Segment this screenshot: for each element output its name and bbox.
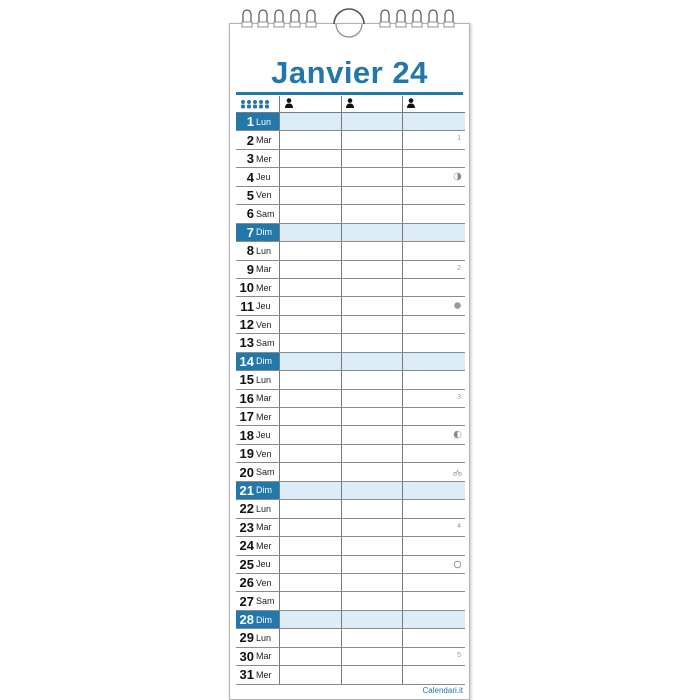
day-number: 17 [239, 409, 254, 425]
wall-calendar-page [229, 23, 470, 700]
note-cell[interactable] [342, 131, 403, 148]
day-row [236, 279, 465, 297]
day-name: Mer [256, 669, 272, 680]
day-number: 4 [246, 169, 254, 185]
note-cell[interactable] [280, 445, 341, 462]
day-number: 27 [239, 593, 254, 609]
note-cell[interactable] [403, 205, 465, 222]
week-number: 3 [457, 393, 461, 401]
day-name: Lun [256, 632, 272, 643]
day-row [236, 463, 465, 481]
note-cell[interactable] [280, 463, 341, 480]
note-cell[interactable] [403, 371, 465, 388]
note-cell[interactable] [342, 205, 403, 222]
note-cell[interactable] [342, 629, 403, 646]
note-cell[interactable] [342, 261, 403, 278]
day-row [236, 113, 465, 131]
note-cell[interactable] [342, 426, 403, 443]
day-name: Ven [256, 448, 272, 459]
note-cell[interactable] [403, 150, 465, 167]
note-cell[interactable] [403, 334, 465, 351]
note-cell[interactable] [280, 537, 341, 554]
note-cell[interactable] [342, 463, 403, 480]
note-cell[interactable] [280, 297, 341, 314]
note-cell[interactable] [403, 113, 465, 130]
day-name: Lun [256, 245, 272, 256]
day-number: 22 [239, 501, 254, 517]
note-cell[interactable] [280, 390, 341, 407]
note-cell[interactable] [280, 556, 341, 573]
day-label [236, 445, 279, 462]
note-cell[interactable] [403, 500, 465, 517]
person-icon [346, 98, 354, 108]
day-number: 31 [239, 667, 254, 683]
note-cell[interactable] [403, 537, 465, 554]
day-label [236, 279, 279, 296]
note-cell[interactable] [280, 150, 341, 167]
day-label [236, 629, 279, 646]
note-cell[interactable] [280, 131, 341, 148]
note-cell[interactable] [403, 187, 465, 204]
day-label [236, 390, 279, 407]
day-number: 12 [239, 317, 254, 333]
person-icon [285, 98, 293, 108]
note-cell[interactable] [280, 224, 341, 241]
day-row [236, 187, 465, 205]
day-number: 26 [239, 575, 254, 591]
note-cell[interactable] [342, 611, 403, 628]
day-label [236, 592, 279, 609]
day-row [236, 297, 465, 315]
day-label [236, 316, 279, 333]
day-row [236, 574, 465, 592]
note-cell[interactable] [342, 519, 403, 536]
note-cell[interactable] [403, 390, 465, 407]
note-cell[interactable] [342, 408, 403, 425]
day-number: 11 [240, 298, 254, 314]
day-row [236, 408, 465, 426]
day-label [236, 297, 279, 314]
note-cell[interactable] [403, 574, 465, 591]
day-number: 5 [246, 187, 254, 203]
note-cell[interactable] [280, 187, 341, 204]
first-quarter-icon [453, 172, 462, 181]
note-cell[interactable] [280, 611, 341, 628]
day-number: 30 [239, 648, 254, 664]
day-number: 6 [246, 206, 254, 222]
day-row [236, 205, 465, 223]
day-label [236, 500, 279, 517]
day-label [236, 537, 279, 554]
day-number: 16 [239, 390, 254, 406]
note-cell[interactable] [280, 482, 341, 499]
day-row [236, 629, 465, 647]
note-cell[interactable] [342, 150, 403, 167]
day-row [236, 353, 465, 371]
note-cell[interactable] [280, 574, 341, 591]
day-row [236, 224, 465, 242]
column-header-row [236, 96, 465, 113]
note-cell[interactable] [342, 482, 403, 499]
day-label [236, 371, 279, 388]
day-number: 8 [246, 243, 254, 259]
day-name: Dim [256, 356, 272, 367]
day-name: Mar [256, 264, 272, 275]
note-cell[interactable] [342, 648, 403, 665]
note-cell[interactable] [280, 168, 341, 185]
day-row [236, 537, 465, 555]
day-name: Ven [256, 190, 272, 201]
last-quarter-icon [453, 430, 462, 439]
day-label [236, 611, 279, 628]
note-cell[interactable] [342, 445, 403, 462]
note-cell[interactable] [342, 353, 403, 370]
column-divider [402, 96, 403, 112]
day-row [236, 482, 465, 500]
day-row [236, 390, 465, 408]
day-number: 23 [239, 519, 254, 535]
note-cell[interactable] [403, 519, 465, 536]
day-label [236, 261, 279, 278]
new-moon-icon [453, 301, 462, 310]
day-name: Sam [256, 596, 275, 607]
person-icon [407, 98, 415, 108]
note-cell[interactable] [342, 334, 403, 351]
note-cell[interactable] [280, 500, 341, 517]
day-label [236, 408, 279, 425]
day-row [236, 316, 465, 334]
day-name: Dim [256, 614, 272, 625]
day-name: Sam [256, 467, 275, 478]
day-row [236, 150, 465, 168]
note-cell[interactable] [280, 592, 341, 609]
note-cell[interactable] [403, 482, 465, 499]
day-label [236, 205, 279, 222]
day-number: 7 [246, 224, 254, 240]
week-number: 5 [457, 651, 461, 659]
note-cell[interactable] [403, 279, 465, 296]
note-cell[interactable] [342, 279, 403, 296]
note-cell[interactable] [280, 113, 341, 130]
note-cell[interactable] [342, 592, 403, 609]
family-icon [240, 99, 274, 109]
day-name: Jeu [256, 430, 271, 441]
day-number: 10 [239, 280, 254, 296]
day-rows [236, 113, 465, 685]
day-name: Dim [256, 485, 272, 496]
note-cell[interactable] [280, 242, 341, 259]
day-number: 29 [239, 630, 254, 646]
week-number: 1 [457, 135, 461, 143]
day-row [236, 242, 465, 260]
day-row [236, 334, 465, 352]
note-cell[interactable] [280, 371, 341, 388]
day-number: 14 [239, 353, 254, 369]
day-label [236, 334, 279, 351]
day-row [236, 168, 465, 186]
day-row [236, 426, 465, 444]
day-row [236, 445, 465, 463]
note-cell[interactable] [403, 131, 465, 148]
day-name: Sam [256, 337, 275, 348]
note-cell[interactable] [342, 537, 403, 554]
note-cell[interactable] [342, 371, 403, 388]
day-label [236, 666, 279, 683]
week-number: 2 [457, 264, 461, 272]
day-number: 9 [246, 261, 254, 277]
note-cell[interactable] [342, 316, 403, 333]
week-number: 4 [457, 522, 461, 530]
note-cell[interactable] [403, 353, 465, 370]
note-cell[interactable] [403, 316, 465, 333]
note-cell[interactable] [280, 279, 341, 296]
day-label [236, 463, 279, 480]
day-name: Ven [256, 577, 272, 588]
full-moon-icon [453, 560, 462, 569]
note-cell[interactable] [342, 500, 403, 517]
month-title: Janvier 24 [271, 55, 428, 90]
day-name: Lun [256, 503, 272, 514]
day-label [236, 556, 279, 573]
day-label [236, 150, 279, 167]
day-row [236, 666, 465, 684]
day-name: Jeu [256, 559, 271, 570]
day-name: Lun [256, 374, 272, 385]
note-cell[interactable] [280, 519, 341, 536]
day-row [236, 556, 465, 574]
day-row [236, 648, 465, 666]
note-cell[interactable] [403, 666, 465, 683]
day-label [236, 224, 279, 241]
note-cell[interactable] [280, 261, 341, 278]
day-row [236, 500, 465, 518]
day-label [236, 113, 279, 130]
day-name: Jeu [256, 172, 271, 183]
day-label [236, 353, 279, 370]
day-number: 25 [239, 556, 254, 572]
day-name: Dim [256, 227, 272, 238]
note-cell[interactable] [342, 113, 403, 130]
day-label [236, 519, 279, 536]
day-number: 15 [239, 372, 254, 388]
day-number: 18 [239, 427, 254, 443]
day-number: 1 [246, 114, 254, 130]
note-cell[interactable] [280, 426, 341, 443]
day-name: Mar [256, 522, 272, 533]
note-cell[interactable] [280, 316, 341, 333]
column-divider [341, 96, 342, 112]
note-cell[interactable] [342, 556, 403, 573]
day-number: 20 [239, 464, 254, 480]
day-name: Mer [256, 282, 272, 293]
note-cell[interactable] [403, 611, 465, 628]
note-cell[interactable] [403, 629, 465, 646]
note-cell[interactable] [403, 261, 465, 278]
note-cell[interactable] [403, 648, 465, 665]
note-cell[interactable] [403, 445, 465, 462]
brand-label: Calendari.it [422, 686, 463, 695]
day-label [236, 168, 279, 185]
note-cell[interactable] [280, 334, 341, 351]
day-label [236, 482, 279, 499]
day-number: 28 [239, 612, 254, 628]
title-underline [236, 92, 463, 95]
day-label [236, 574, 279, 591]
day-name: Mer [256, 153, 272, 164]
day-name: Mar [256, 651, 272, 662]
day-label [236, 242, 279, 259]
note-cell[interactable] [342, 168, 403, 185]
note-cell[interactable] [403, 242, 465, 259]
note-cell[interactable] [280, 629, 341, 646]
day-number: 19 [239, 446, 254, 462]
day-number: 21 [239, 482, 254, 498]
note-cell[interactable] [280, 408, 341, 425]
day-name: Mer [256, 540, 272, 551]
day-number: 2 [246, 132, 254, 148]
column-divider [279, 96, 280, 112]
spiral-binding [229, 6, 470, 46]
day-name: Mer [256, 411, 272, 422]
day-number: 24 [239, 538, 254, 554]
day-label [236, 131, 279, 148]
note-cell[interactable] [342, 297, 403, 314]
note-cell[interactable] [403, 224, 465, 241]
day-name: Ven [256, 319, 272, 330]
note-cell[interactable] [403, 592, 465, 609]
day-row [236, 131, 465, 149]
note-cell[interactable] [280, 648, 341, 665]
note-cell[interactable] [342, 574, 403, 591]
day-row [236, 261, 465, 279]
day-row [236, 611, 465, 629]
note-cell[interactable] [280, 205, 341, 222]
day-label [236, 426, 279, 443]
day-name: Mar [256, 135, 272, 146]
day-name: Lun [256, 116, 272, 127]
day-name: Jeu [256, 301, 271, 312]
cyclist-icon [453, 467, 462, 476]
note-cell[interactable] [342, 224, 403, 241]
day-row [236, 592, 465, 610]
day-number: 3 [246, 151, 254, 167]
day-row [236, 371, 465, 389]
note-cell[interactable] [342, 666, 403, 683]
note-cell[interactable] [342, 390, 403, 407]
note-cell[interactable] [280, 666, 341, 683]
note-cell[interactable] [342, 242, 403, 259]
note-cell[interactable] [342, 187, 403, 204]
note-cell[interactable] [403, 408, 465, 425]
day-name: Mar [256, 393, 272, 404]
day-label [236, 648, 279, 665]
note-cell[interactable] [280, 353, 341, 370]
day-row [236, 519, 465, 537]
calendar-grid [236, 96, 465, 685]
day-name: Sam [256, 208, 275, 219]
day-label [236, 187, 279, 204]
day-number: 13 [239, 335, 254, 351]
